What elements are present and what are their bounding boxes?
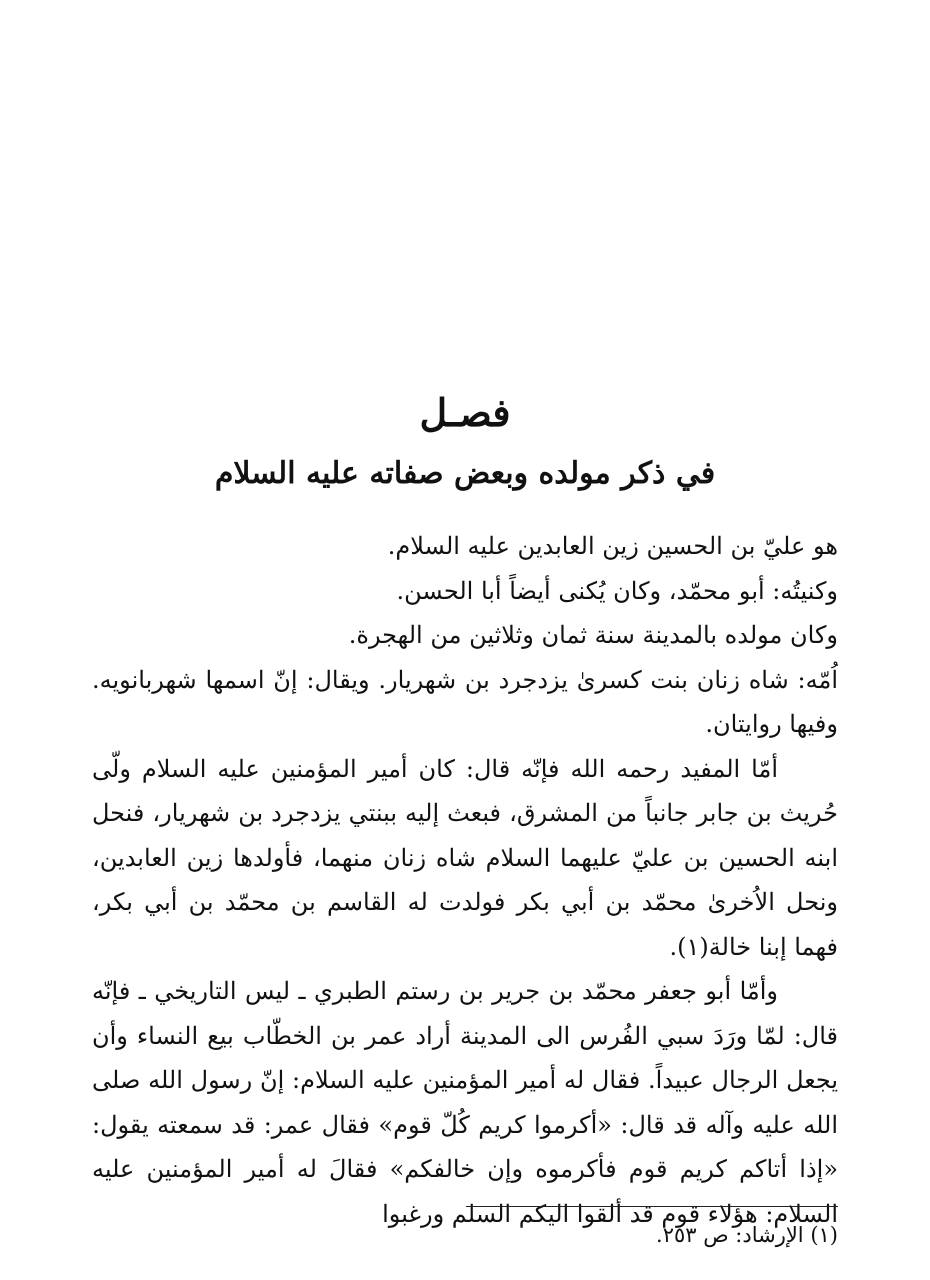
footnote-divider (466, 1206, 838, 1207)
paragraph-tabari-narration: وأمّا أبو جعفر محمّد بن جرير بن رستم الطبري ـ ليس التاريخي ـ فإنّه قال: لمّا ورَدَ سبي الفُرس الى المدينة أراد عمر بن الخطّاب بيع النساء وأن يجعل الرجال عبيداً. فقال له أمير المؤمنين عليه السلام: إنّ رسول الله صلى الله عليه وآله قد قال: «أكرموا كريم كُلّ قوم» فقال عمر: قد سمعته يقول: «إذا أتاكم كريم قوم فأكرموه وإن خالفكم» فقالَ له أمير المؤمنين عليه السلام: هؤلاء قوم قد ألقوا اليكم السلم ورغبوا (92, 977, 839, 1228)
paragraph-mufid-narration: أمّا المفيد رحمه الله فإنّه قال: كان أمير المؤمنين عليه السلام ولّى حُريث بن جابر جانباً من المشرق، فبعث إليه ببنتي يزدجرد بن شهريار، فنحل ابنه الحسين بن عليّ عليهما السلام شاه زنان منهما، فأولدها زين العابدين، ونحل الاُخرىٰ محمّد بن أبي بكر فولدت له القاسم بن محمّد بن أبي بكر، فهما إبنا خالة(١). (92, 754, 838, 961)
paragraph-kunya: وكنيتُه: أبو محمّد، وكان يُكنى أيضاً أبا الحسن. (396, 576, 838, 605)
chapter-subtitle: في ذكر مولده وبعض صفاته عليه السلام (214, 456, 716, 491)
main-text (92, 524, 838, 1236)
paragraph-name: هو عليّ بن الحسين زين العابدين عليه السلام. (387, 532, 838, 560)
paragraph-mother: اُمّه: شاه زنان بنت كسرىٰ يزدجرد بن شهريار. ويقال: إنّ اسمها شهربانويه. وفيها روايتان. (92, 665, 838, 738)
paragraph-birth: وكان مولده بالمدينة سنة ثمان وثلاثين من الهجرة. (348, 621, 838, 649)
footnote: (١) الإرشاد: ص ٢٥٣. (656, 1223, 838, 1247)
chapter-title: فصـل (419, 390, 511, 435)
